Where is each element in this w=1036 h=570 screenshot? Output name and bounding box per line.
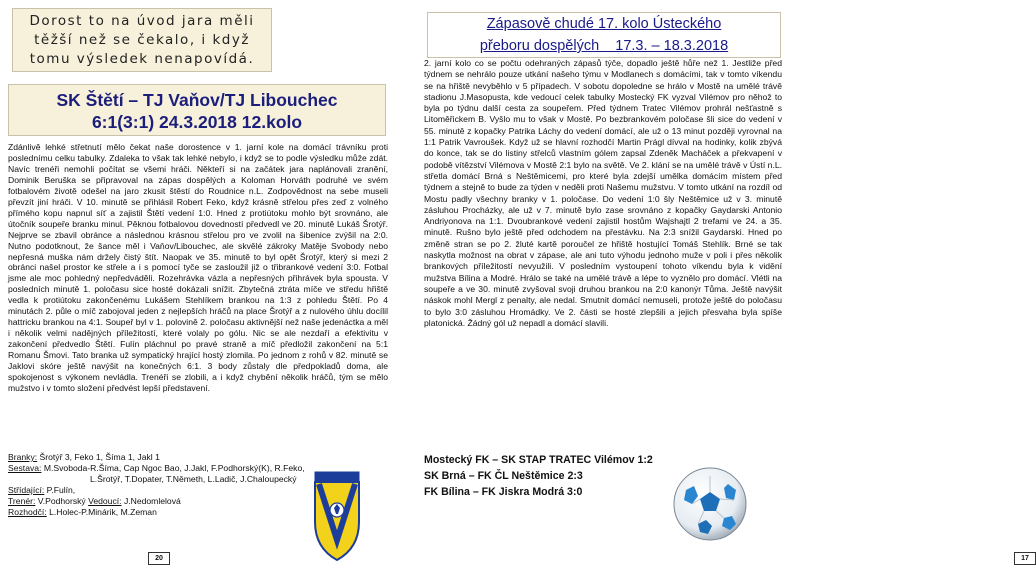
coach-label: Trenér:	[8, 495, 36, 506]
left-page-title: Dorost to na úvod jara měli těžší než se čekalo, i když tomu výsledek nenapovídá.	[12, 8, 272, 72]
heading-line-1: Zápasově chudé 17. kolo Ústeckého	[486, 16, 722, 32]
football-icon	[672, 466, 748, 542]
lineup-value: M.Svoboda-R.Šíma, Cap Ngoc Bao, J.Jakl, F.Podhorský(K), R.Feko,	[41, 462, 305, 473]
subs-label: Střídající:	[8, 484, 45, 495]
right-page-heading	[427, 12, 781, 58]
heading-line-2: přeboru dospělých 17.3. – 18.3.2018	[479, 38, 729, 54]
match-header	[8, 84, 386, 136]
page-number-left: 20	[148, 552, 170, 565]
result-2: SK Brná – FK ČL Neštěmice 2:3	[424, 470, 583, 482]
roster-goals	[8, 452, 308, 463]
roster-subs	[8, 485, 308, 496]
subs-value: P.Fulín,	[44, 484, 76, 495]
lineup-value-2: L.Šrotýř, T.Dopater, T.Němeth, L.Ladič, J.Chaloupecký	[90, 473, 297, 484]
right-article: 2. jarní kolo co se počtu odehraných zápasů týče, dopadlo ještě hůře než 1. Jestliže před týdnem se nehrálo pouze utkání našeho týmu v Modlanech s domácími, tak v tomto víkendu se na hřiště nevyběhlo v 5 případech. V sobotu dopoledne se hrálo v Mostě na umělé trávě stadionu J.Masopusta, kde vedoucí celek tabulky Mostecký FK vyzval Vilémov pro něhož to byla po týdnu další cesta za soupeřem. Před týdnem Tratec Vilémov prohrál nešťastně s Litoměřickem B. Vyšlo mu to však v Mostě. Po bezbrankovém poločase šli sice do vedení v 55. minutě z kopačky Patrika Láchy do vedení domácí, ale už o 13 minut později vyrovnal na 1:1 Patrik Vavroušek. Když už se hlavní rozhodčí Martin Prágl dívval na hodinky, kolik zbývá do konce, tak se do listiny střelců vlastním gólem zapsal Zdeněk Macháček a překvapení v podobě vítězství Vilémova v Mostě 2:1 bylo na světě. Ve 2. klání se na umělé trávě v Ústí n.L. střetla domácí Brná s Neštěmicemi, pro které byla zdejší umělka domácím místem před týdnem a stejně to bude za týden v neděli proti Našemu mužstvu. V tomto utkání na rozdíl od Mostu padly všechny branky v 1. poločase. Do vedení 1:0 šly Neštěmice už v 3. minutě zásluhou Procházky, ale už v 7. minutě bylo zase srovnáno z kopačky Gaydarski Antonio Andriyonova na 1:1. Dvoubrankové vedení zajistil hostům Wajshajtl 2 trefami ve 24. a 35. minutě. Rušno bylo ještě před odchodem na přestávku. Na 2:3 snížil Gaydarski. Hned po změně stran se po 2. žluté kartě poroučel ze hřiště hostující Tomáš Stehlík. Brné se tak naskytla možnost na obrat v zápase, ale ani tuto výhodu jednoho muže v poli i přes několik brankových příležitostí nevyužili. V posledním vystoupení tohoto víkendu byla k vidění mužstva Bílina a Modré. Hrálo se také na umělé trávě a lépe to vyznělo pro domácí. Vlétli na soupeře a ve 30. minutě zvyšoval svoji druhou brankou na 2:0 kanonýr Tůma. Ještě navýšit náskok mohl Mergl z penalty, ale nedal. Smutnit domácí nemuseli, protože ještě do poločasu to bylo 3:0 zásluhou Hromádky. Ve 2. části se hosté zlepšili a jejich přesvaha byla spíše platonická. Žádný gól už nepadl a domácí slavili.	[424, 58, 782, 328]
referee-label: Rozhodčí:	[8, 506, 47, 517]
match-roster	[8, 452, 308, 518]
page-number-right: 17	[1014, 552, 1036, 565]
goals-value: Šrotýř 3, Feko 1, Šíma 1, Jakl 1	[37, 452, 160, 462]
coach-value: V.Podhorský	[35, 495, 89, 506]
right-page	[402, 0, 1029, 570]
left-article: Zdánlivě lehké střetnutí mělo čekat naše dorostence v 1. jarní kole na domácí trávníku proti poslednímu celku tabulky. Zdaleka to však tak lehké nebylo, i když se to podle výsledku může zdát. Navíc trenéři nemohli počítat se všemi hráči. Někteří si na začátek jara naplánovali zranění, Dominik Beruška se připravoval na zápas dospělých a Koloman Horváth podruhé ve svém fotbalovém životě odešel na jaro zkusit štěstí do Roudnice n.L. Zodpovědnost na sebe museli převzít jiní hráči. V 10. minutě se přihlásil Robert Feko, když krásně střelou přes zeď z volného přímého kopu napnul síť a zajistil Štětí vedení 1:0. Hned z protiútoku mohlo být srovnáno, ale útočník soupeře branku minul. Pěknou fotbalovou dovedností předvedl ve 20. minutě Lukáš Šrotýř. Nejprve se zbavil obránce a následnou krásnou střelou pro ve zvolil na šibenice zvýšil na 2:0. Nutno podotknout, že šance měl i Vaňov/Libouchec, ale skvělé zákroky Matěje Svobody nebo nepřesná muška nám držely čistý štít. Naopak ve 35. minutě to byl opět Šrotýř, který si mezi 2 obránci našel prostor ke střele a i s pomocí tyče se zasloužil již o třibrankové vedení 3:0. Fotbal jsme ale moc pohledný nepředváděli. Rozehrávka vázla a nepřesných přihrávek byla spousta. V posledních minutě 1. poločasu sice hosté dokázali snížit. Zbytečná ztráta míče ve středu hřiště vedla k protiútoku zakončenému Lukášem Stehlíkem brankou na 1:3 z pohledu Štětí. Po 4 minutách 2. půle o míč zabojoval jeden z nejlepších hráčů na place Šrotýř a z nulového úhlu docílil hattricku brankou na 4:1. Soupeř byl v 1. polovině 2. poločasu aktivnější než naše jedenáctka a měl i několik velmi nadějných příležitostí, které volaly po gólu. Nic se ale nezdaří a efektivitu v zakončení předvedlo Štětí. Fulín pláchnul po pravé straně a míč předložil zakončení na 5:1 Romanu Šmovi. Tato branka už sympatický hrající hostý zlomila. Po jednom z rohů v 82. minutě se Jaklovi skóre ještě navýšit na konečných 6:1. 3 body zůstaly dle předpokladů doma, ale spokojenost s výkonem nevládla. Trenéři se zlobili, a i když chybění několik hráčů, tým se mělo mužstvo i v tomto složení předvést lepší představení.	[8, 142, 388, 393]
match-score-date: 6:1(3:1) 24.3.2018 12.kolo	[91, 112, 303, 132]
roster-coach	[8, 496, 308, 507]
manager-label: Vedoucí:	[88, 495, 122, 506]
result-3: FK Bílina – FK Jiskra Modrá 3:0	[424, 486, 583, 498]
goals-label: Branky:	[8, 452, 38, 462]
left-page	[0, 0, 402, 570]
club-crest-icon	[311, 470, 363, 562]
result-1: Mostecký FK – SK STAP TRATEC Vilémov 1:2	[424, 454, 653, 466]
match-teams: SK Štětí – TJ Vaňov/TJ Libouchec	[56, 90, 338, 110]
roster-referee	[8, 507, 308, 518]
referee-value: L.Holec-P.Minárik, M.Zeman	[46, 506, 157, 517]
lineup-label: Sestava:	[8, 462, 42, 473]
manager-value: J.Nedomlelová	[121, 495, 181, 506]
roster-lineup	[8, 463, 308, 474]
